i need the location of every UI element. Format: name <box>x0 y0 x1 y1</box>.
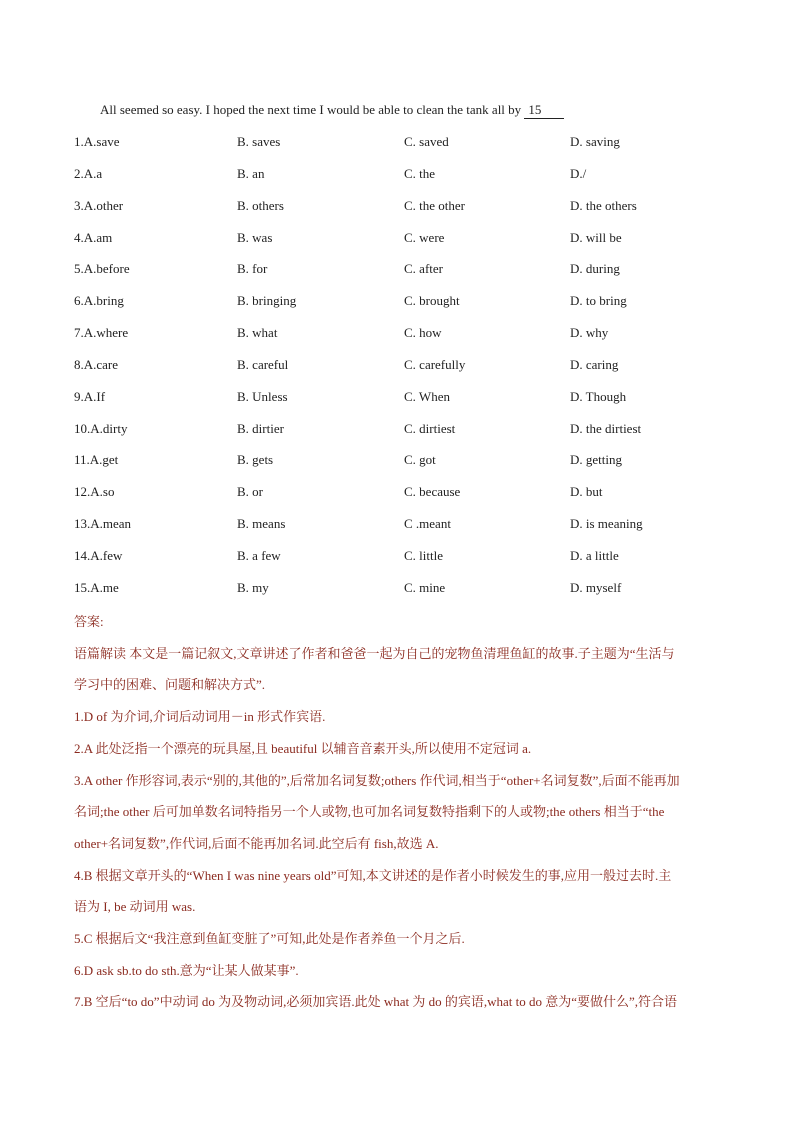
option-row <box>74 293 754 325</box>
option-d: D. will be <box>570 229 622 245</box>
answer-line: 名词;the other 后可加单数名词特指另一个人或物,也可加名词复数特指剩下的人或物;the others 相当于“the <box>74 804 665 820</box>
answer-lines <box>74 638 724 1018</box>
option-b: B. or <box>237 484 263 500</box>
option-c: C. dirtiest <box>404 420 456 436</box>
answer-line: 4.B 根据文章开头的“When I was nine years old”可知,本文讲述的是作者小时候发生的事,应用一般过去时.主 <box>74 867 672 883</box>
option-row <box>74 198 754 230</box>
option-row <box>74 452 754 484</box>
option-c: C. because <box>404 484 461 500</box>
option-c: C. carefully <box>404 356 466 372</box>
option-b: B. gets <box>237 452 274 468</box>
option-a: 4.A.am <box>74 229 113 245</box>
option-c: C. the <box>404 165 436 181</box>
option-a: 1.A.save <box>74 134 120 149</box>
option-c: C. mine <box>404 579 446 595</box>
option-d: D. saving <box>570 134 620 149</box>
option-d: D. to bring <box>570 293 627 309</box>
option-a: 5.A.before <box>74 261 130 277</box>
option-b: B. for <box>237 261 268 277</box>
option-b: B. others <box>237 197 284 213</box>
option-b: B. my <box>237 579 269 595</box>
option-a: 6.A.bring <box>74 293 124 309</box>
option-row <box>74 261 754 293</box>
option-c: C. When <box>404 388 450 404</box>
option-d: D. is meaning <box>570 516 643 532</box>
option-row <box>74 230 754 262</box>
answer-line: 3.A other 作形容词,表示“别的,其他的”,后常加名词复数;others 作代词,相当于“other+名词复数”,后面不能再加 <box>74 772 680 788</box>
answers-heading: 答案: <box>74 614 104 629</box>
option-a: 11.A.get <box>74 452 119 468</box>
option-a: 3.A.other <box>74 197 124 213</box>
option-a: 10.A.dirty <box>74 420 128 436</box>
answer-line: 1.D of 为介词,介词后动词用－in 形式作宾语. <box>74 709 326 725</box>
option-a: 7.A.where <box>74 325 129 341</box>
option-b: B. was <box>237 229 273 245</box>
answer-line: 7.B 空后“to do”中动词 do 为及物动词,必须加宾语.此处 what 为 do 的宾语,what to do 意为“要做什么”,符合语 <box>74 994 678 1010</box>
option-row <box>74 357 754 389</box>
option-c: C. saved <box>404 134 449 149</box>
option-row <box>74 325 754 357</box>
option-b: B. bringing <box>237 293 297 309</box>
answers-section <box>74 606 724 1018</box>
option-a: 9.A.If <box>74 388 106 404</box>
options-list <box>74 134 754 612</box>
option-c: C. how <box>404 325 442 341</box>
answer-line: 语篇解读 本文是一篇记叙文,文章讲述了作者和爸爸一起为自己的宠物鱼清理鱼缸的故事.子主题为“生活与 <box>74 645 675 661</box>
option-d: D. during <box>570 261 620 277</box>
option-b: B. Unless <box>237 388 288 404</box>
option-row <box>74 134 754 166</box>
option-d: D./ <box>570 165 587 181</box>
answer-line: other+名词复数”,作代词,后面不能再加名词.此空后有 fish,故选 A. <box>74 835 439 851</box>
answer-line: 学习中的困难、问题和解决方式”. <box>74 677 266 693</box>
answer-line: 5.C 根据后文“我注意到鱼缸变脏了”可知,此处是作者养鱼一个月之后. <box>74 931 465 947</box>
option-row <box>74 548 754 580</box>
answer-line: 2.A 此处泛指一个漂亮的玩具屋,且 beautiful 以辅音音素开头,所以使用不定冠词 a. <box>74 740 532 756</box>
passage-last-line <box>100 102 564 119</box>
option-d: D. but <box>570 484 603 500</box>
option-b: B. careful <box>237 356 289 372</box>
option-d: D. a little <box>570 547 619 563</box>
option-c: C. the other <box>404 197 466 213</box>
option-b: B. a few <box>237 547 281 563</box>
option-c: C. were <box>404 229 445 245</box>
option-d: D. caring <box>570 356 619 372</box>
option-row <box>74 516 754 548</box>
option-a: 12.A.so <box>74 484 115 500</box>
option-c: C. little <box>404 547 443 563</box>
option-row <box>74 484 754 516</box>
option-c: C. brought <box>404 293 460 309</box>
option-b: B. means <box>237 516 286 532</box>
option-a: 2.A.a <box>74 165 103 181</box>
option-b: B. saves <box>237 134 281 149</box>
answer-line: 语为 I, be 动词用 was. <box>74 899 196 915</box>
option-a: 15.A.me <box>74 579 119 595</box>
option-row <box>74 389 754 421</box>
option-row <box>74 166 754 198</box>
option-b: B. dirtier <box>237 420 284 436</box>
option-c: C. after <box>404 261 443 277</box>
answer-line: 6.D ask sb.to do sth.意为“让某人做某事”. <box>74 962 299 978</box>
option-c: C. got <box>404 452 436 468</box>
option-d: D. why <box>570 325 609 341</box>
option-b: B. an <box>237 165 265 181</box>
option-c: C .meant <box>404 516 451 532</box>
option-b: B. what <box>237 325 278 341</box>
option-d: D. myself <box>570 579 622 595</box>
passage-text: All seemed so easy. I hoped the next time I would be able to clean the tank all by <box>100 102 522 117</box>
option-d: D. the others <box>570 197 637 213</box>
option-a: 13.A.mean <box>74 516 132 532</box>
option-d: D. Though <box>570 388 627 404</box>
option-a: 8.A.care <box>74 356 119 372</box>
option-d: D. getting <box>570 452 622 468</box>
option-a: 14.A.few <box>74 547 123 563</box>
blank-15: 15 <box>524 102 564 119</box>
option-d: D. the dirtiest <box>570 420 642 436</box>
option-row <box>74 421 754 453</box>
